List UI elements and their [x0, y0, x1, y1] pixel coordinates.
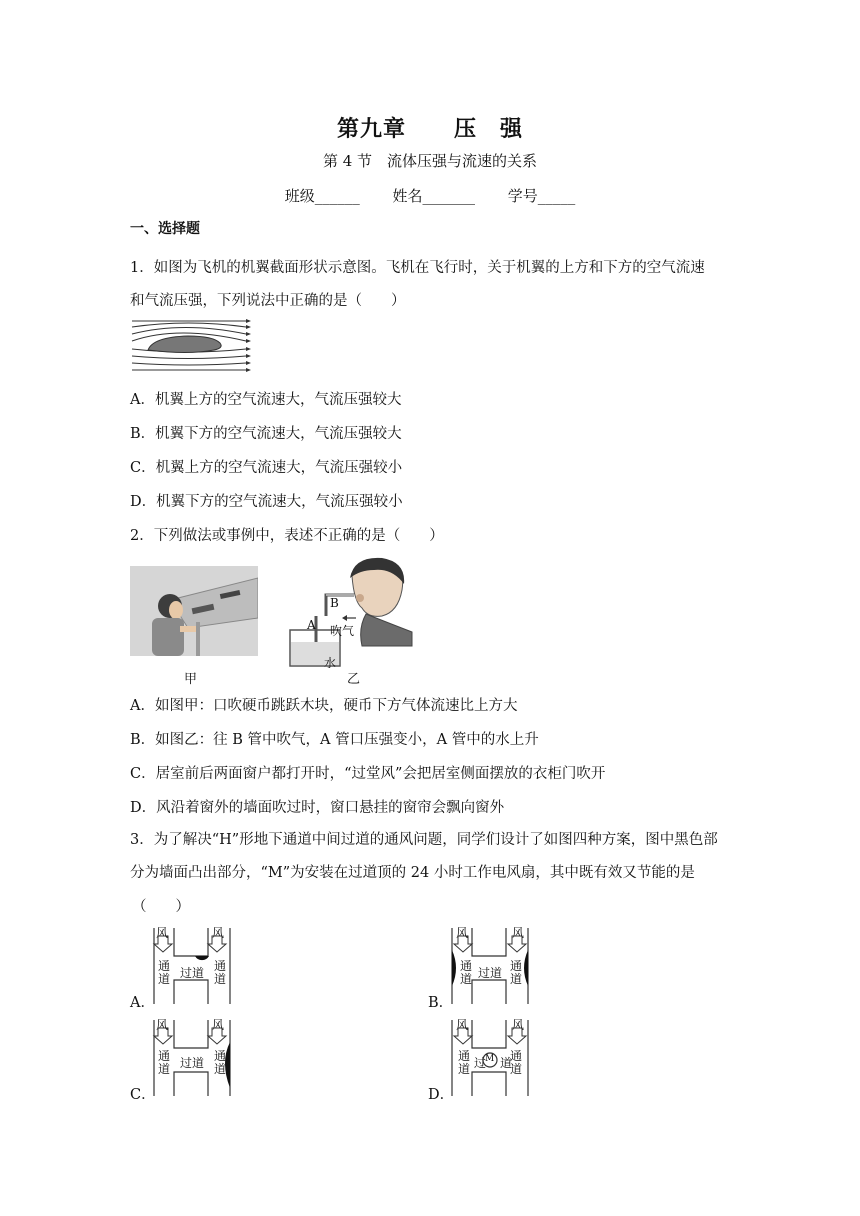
q1-option-b: B．机翼下方的空气流速大，气流压强较大	[130, 426, 402, 442]
passage-label: 过	[474, 1056, 487, 1070]
wind-label: 风	[156, 1018, 169, 1032]
q1-option-a: A．机翼上方的空气流速大，气流压强较大	[130, 392, 402, 408]
wind-label: 风	[512, 926, 525, 940]
section-heading: 一、选择题	[130, 221, 200, 237]
q3-diagram-d	[448, 1016, 532, 1098]
figure-jia-caption: 甲	[184, 672, 198, 687]
channel-label: 通道	[460, 959, 473, 986]
q3-diagram-c	[150, 1016, 234, 1098]
figure-yi-blow-tube	[282, 556, 417, 668]
q2-option-d: D．风沿着窗外的墙面吹过时，窗口悬挂的窗帘会飘向窗外	[130, 800, 505, 816]
wind-label: 风	[212, 1018, 225, 1032]
label-b: B	[330, 596, 339, 610]
passage-label: 过道	[180, 966, 205, 980]
q1-line1: 1．如图为飞机的机翼截面形状示意图。飞机在飞行时，关于机翼的上方和下方的空气流速	[130, 260, 705, 276]
label-blow: 吹气	[330, 624, 355, 638]
wind-label: 风	[212, 926, 225, 940]
channel-label: 通道	[214, 959, 227, 986]
q3-diagram-b	[448, 924, 532, 1006]
q3-diagram-a	[150, 924, 234, 1006]
chapter-topic: 压 强	[454, 116, 524, 142]
q3-line2: 分为墙面凸出部分，“M”为安装在过道顶的 24 小时工作电风扇，其中既有效又节能的是	[130, 865, 695, 881]
q3-option-d-label: D．	[428, 1087, 455, 1103]
q2-stem: 2．下列做法或事例中，表述不正确的是（ ）	[130, 528, 444, 544]
fan-icon: M	[485, 1054, 495, 1064]
channel-label: 通道	[158, 1049, 171, 1076]
q1-option-d: D．机翼下方的空气流速大，气流压强较小	[130, 494, 403, 510]
class-field: 班级______	[284, 187, 360, 205]
passage-label: 过道	[180, 1056, 205, 1070]
wind-label: 风	[156, 926, 169, 940]
figure-jia-coin-jump	[130, 566, 258, 656]
q2-option-a: A．如图甲：口吹硬币跳跃木块，硬币下方气体流速比上方大	[130, 698, 518, 714]
q3-line1: 3．为了解决“H”形地下通道中间过道的通风问题，同学们设计了如图四种方案，图中黑色部	[130, 832, 718, 848]
wing-airflow-diagram	[128, 317, 254, 375]
channel-label: 通道	[510, 959, 523, 986]
q3-option-a-label: A．	[130, 995, 155, 1011]
q3-line3: （ ）	[132, 899, 190, 915]
passage-label: 道	[500, 1056, 513, 1070]
wind-label: 风	[512, 1018, 525, 1032]
q2-option-b: B．如图乙：往 B 管中吹气，A 管口压强变小，A 管中的水上升	[130, 732, 539, 748]
number-field: 学号_____	[507, 187, 576, 205]
student-info-line	[0, 185, 860, 206]
channel-label: 通道	[214, 1049, 227, 1076]
q1-option-c: C．机翼上方的空气流速大，气流压强较小	[130, 460, 403, 476]
channel-label: 通道	[158, 959, 171, 986]
section-title: 第 4 节 流体压强与流速的关系	[322, 152, 538, 170]
name-field: 姓名_______	[392, 187, 475, 205]
wind-label: 风	[456, 1018, 469, 1032]
q1-line2: 和气流压强，下列说法中正确的是（ ）	[130, 293, 406, 309]
passage-label: 过道	[478, 966, 503, 980]
chapter-label: 第九章	[336, 116, 406, 142]
label-water: 水	[324, 656, 337, 670]
q3-option-b-label: B．	[428, 995, 454, 1011]
q3-option-c-label: C．	[130, 1087, 156, 1103]
channel-label: 通道	[510, 1049, 523, 1076]
q2-option-c: C．居室前后两面窗户都打开时，“过堂风”会把居室侧面摆放的衣柜门吹开	[130, 766, 606, 782]
channel-label: 通道	[458, 1049, 471, 1076]
wind-label: 风	[456, 926, 469, 940]
figure-yi-caption: 乙	[347, 672, 361, 687]
label-a: A	[307, 618, 316, 632]
chapter-title	[0, 112, 860, 143]
